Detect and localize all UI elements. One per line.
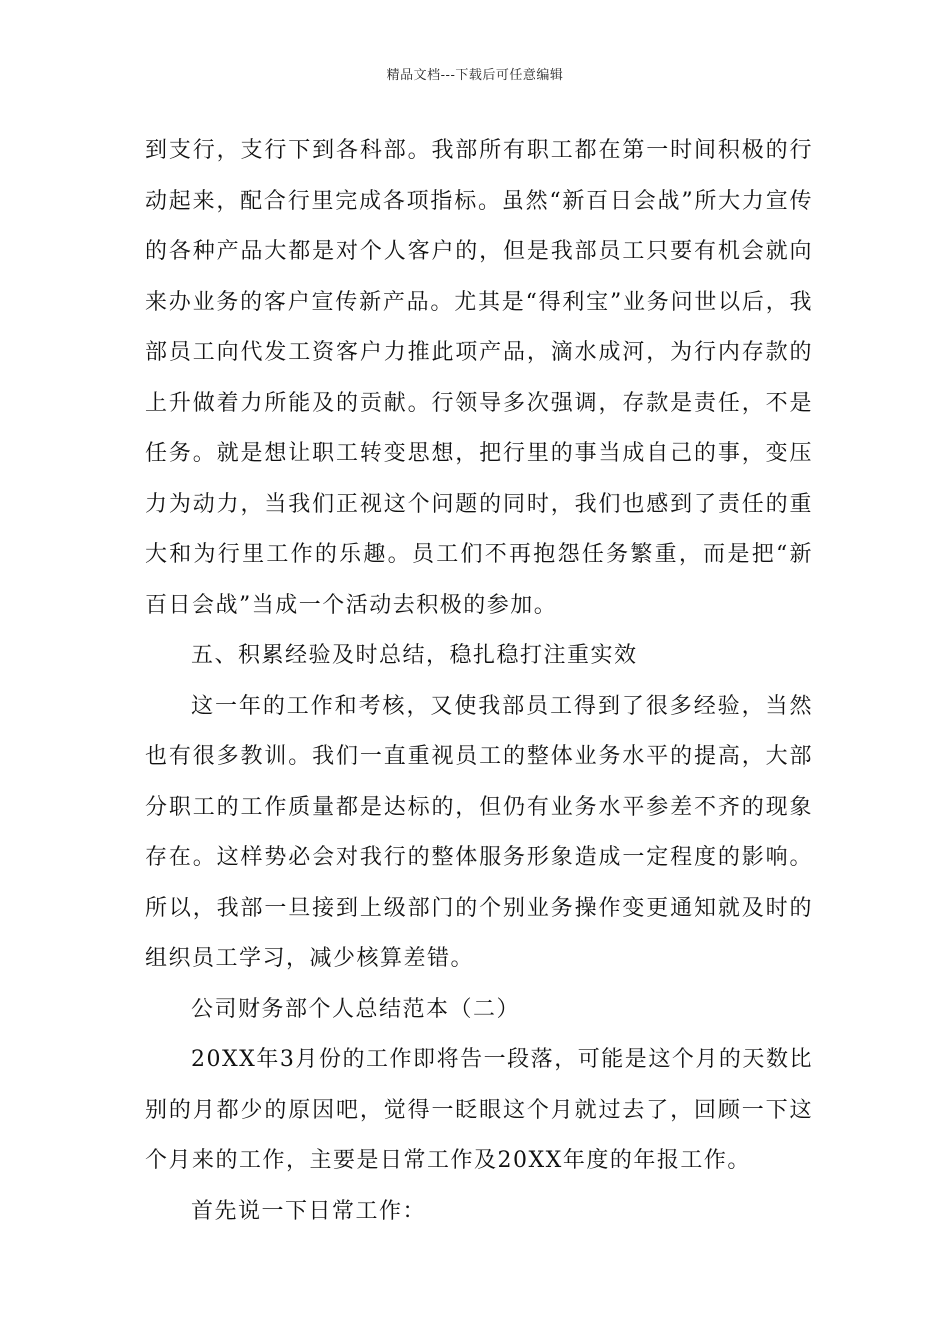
paragraph-march-work: 20XX年3月份的工作即将告一段落，可能是这个月的天数比别的月都少的原因吧，觉得一眨眼这个月就过去了，回顾一下这个月来的工作，主要是日常工作及20XX年度的年报工作。	[145, 1047, 813, 1173]
paragraph-experience: 这一年的工作和考核，又使我部员工得到了很多经验，当然也有很多教训。我们一直重视员工的整体业务水平的提高，大部分职工的工作质量都是达标的，但仍有业务水平参差不齐的现象存在。这样势必会对我行的整体服务形象造成一定程度的影响。所以，我部一旦接到上级部门的个别业务操作变更通知就及时的组织员工学习，减少核算差错。	[145, 693, 813, 971]
page-header: 精品文档---下载后可任意编辑	[386, 68, 564, 83]
document-body	[145, 126, 813, 1237]
section-title-sample-two: 公司财务部个人总结范本（二）	[191, 996, 521, 1022]
section-heading-five: 五、积累经验及时总结，稳扎稳打注重实效	[191, 643, 638, 668]
paragraph-daily-work: 首先说一下日常工作：	[191, 1198, 427, 1224]
paragraph-continuation: 到支行，支行下到各科部。我部所有职工都在第一时间积极的行动起来，配合行里完成各项指标。虽然“新百日会战”所大力宣传的各种产品大都是对个人客户的，但是我部员工只要有机会就向来办业务的客户宣传新产品。尤其是“得利宝”业务问世以后，我部员工向代发工资客户力推此项产品，滴水成河，为行内存款的上升做着力所能及的贡献。行领导多次强调，存款是责任，不是任务。就是想让职工转变思想，把行里的事当成自己的事，变压力为动力，当我们正视这个问题的同时，我们也感到了责任的重大和为行里工作的乐趣。员工们不再抱怨任务繁重，而是把“新百日会战”当成一个活动去积极的参加。	[145, 138, 813, 618]
